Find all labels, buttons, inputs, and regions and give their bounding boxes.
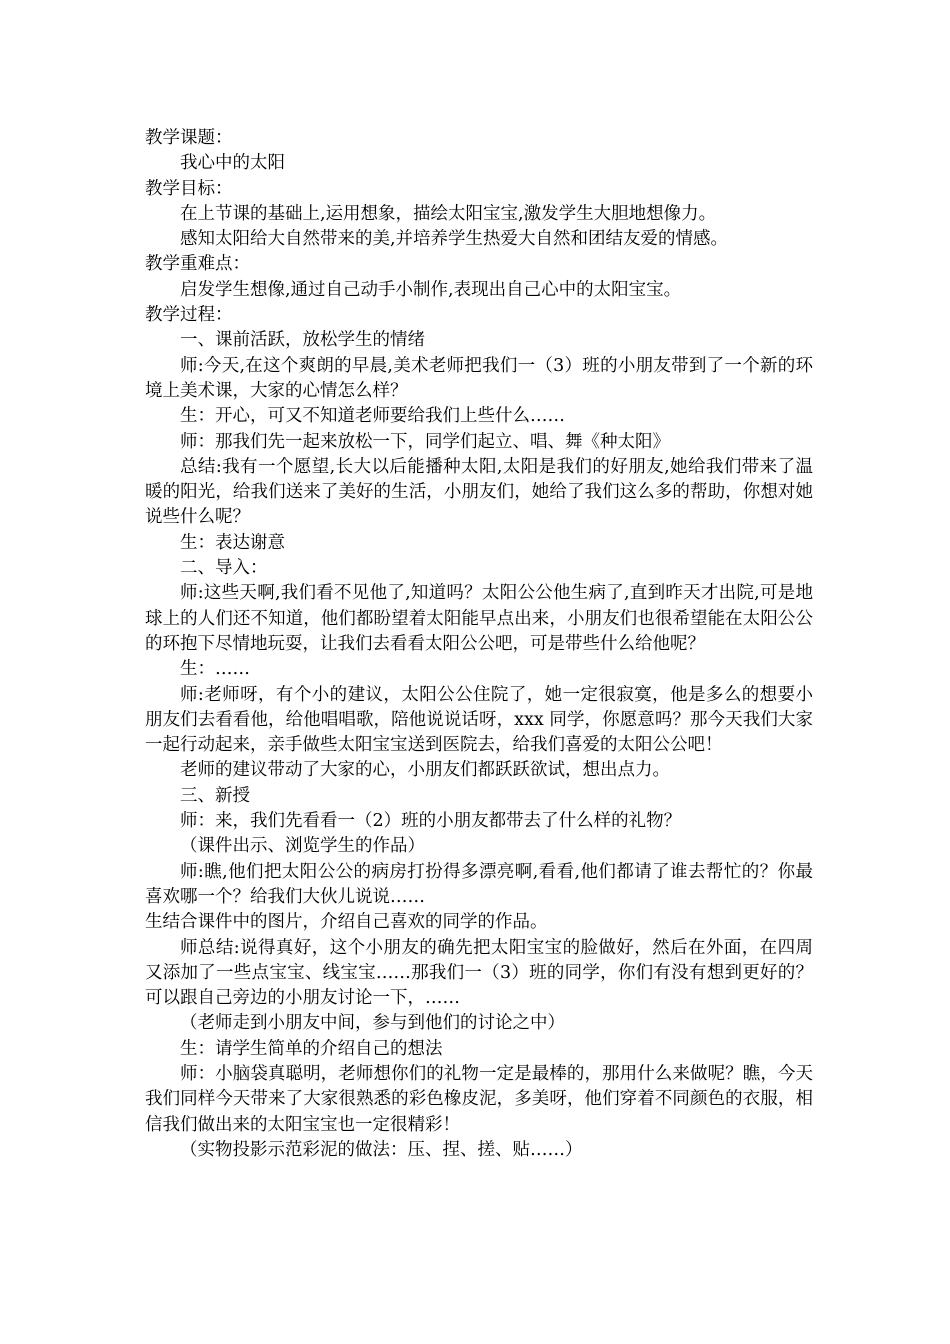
paragraph: 生：表达谢意 (180, 532, 285, 553)
paragraph: 师:今天,在这个爽朗的早晨,美术老师把我们一（3）班的小朋友带到了一个新的环境上美术课，大家的心情怎么样？ (145, 355, 813, 401)
document-page (145, 126, 813, 1163)
paragraph: 启发学生想像,通过自己动手小制作,表现出自己心中的太阳宝宝。 (180, 279, 682, 300)
section-heading: 教学重难点： (145, 254, 250, 275)
section-heading: 教学过程： (145, 305, 233, 326)
section-heading: 教学课题： (145, 128, 233, 148)
paragraph: 三、新授 (180, 785, 250, 806)
paragraph: 师：来，我们先看看一（2）班的小朋友都带去了什么样的礼物？ (180, 811, 682, 832)
paragraph: （老师走到小朋友中间，参与到他们的讨论之中） (180, 1013, 565, 1034)
paragraph: 师：那我们先一起来放松一下，同学们起立、唱、舞《种太阳》 (180, 431, 670, 452)
paragraph: 师：小脑袋真聪明，老师想你们的礼物一定是最棒的，那用什么来做呢？瞧，今天我们同样今天带来了大家很熟悉的彩色橡皮泥，多美呀，他们穿着不同颜色的衣服，相信我们做出来的太阳宝宝也一定很精彩！ (145, 1063, 813, 1135)
paragraph: 老师的建议带动了大家的心，小朋友们都跃跃欲试，想出点力。 (180, 760, 670, 781)
section-heading: 教学目标： (145, 178, 233, 199)
paragraph: 二、导入： (180, 558, 268, 579)
paragraph: （课件出示、浏览学生的作品） (180, 836, 425, 857)
paragraph: 总结:我有一个愿望,长大以后能播种太阳,太阳是我们的好朋友,她给我们带来了温暖的阳光，给我们送来了美好的生活，小朋友们，她给了我们这么多的帮助，你想对她说些什么呢？ (145, 456, 813, 528)
paragraph: 我心中的太阳 (180, 153, 285, 174)
paragraph: 生：请学生简单的介绍自己的想法 (180, 1038, 443, 1059)
paragraph: 感知太阳给大自然带来的美,并培养学生热爱大自然和团结友爱的情感。 (180, 229, 729, 250)
paragraph: 师:老师呀，有个小的建议，太阳公公住院了，她一定很寂寞，他是多么的想要小朋友们去看看他，给他唱唱歌，陪他说说话呀，xxx 同学，你愿意吗？那今天我们大家一起行动起来，亲手做些太阳宝宝送到医院去，给我们喜爱的太阳公公吧！ (145, 684, 813, 756)
paragraph: 师总结:说得真好，这个小朋友的确先把太阳宝宝的脸做好，然后在外面，在四周又添加了一些点宝宝、线宝宝……那我们一（3）班的同学，你们有没有想到更好的？可以跟自己旁边的小朋友讨论一下，…… (145, 937, 813, 1009)
paragraph: 师:这些天啊,我们看不见他了,知道吗？太阳公公他生病了,直到昨天才出院,可是地球上的人们还不知道，他们都盼望着太阳能早点出来，小朋友们也很希望能在太阳公公的环抱下尽情地玩耍，让我们去看看太阳公公吧，可是带些什么给他呢？ (145, 583, 813, 654)
paragraph: 师:瞧,他们把太阳公公的病房打扮得多漂亮啊,看看,他们都请了谁去帮忙的？你最喜欢哪一个？给我们大伙儿说说…… (145, 861, 813, 907)
paragraph: 生结合课件中的图片，介绍自己喜欢的同学的作品。 (145, 912, 548, 933)
paragraph: 在上节课的基础上,运用想象，描绘太阳宝宝,激发学生大胆地想像力。 (180, 203, 717, 224)
paragraph: 生：…… (180, 659, 250, 680)
paragraph: （实物投影示范彩泥的做法：压、捏、搓、贴……） (180, 1139, 583, 1160)
paragraph: 一、课前活跃，放松学生的情绪 (180, 330, 425, 351)
paragraph: 生：开心，可又不知道老师要给我们上些什么…… (180, 406, 565, 427)
